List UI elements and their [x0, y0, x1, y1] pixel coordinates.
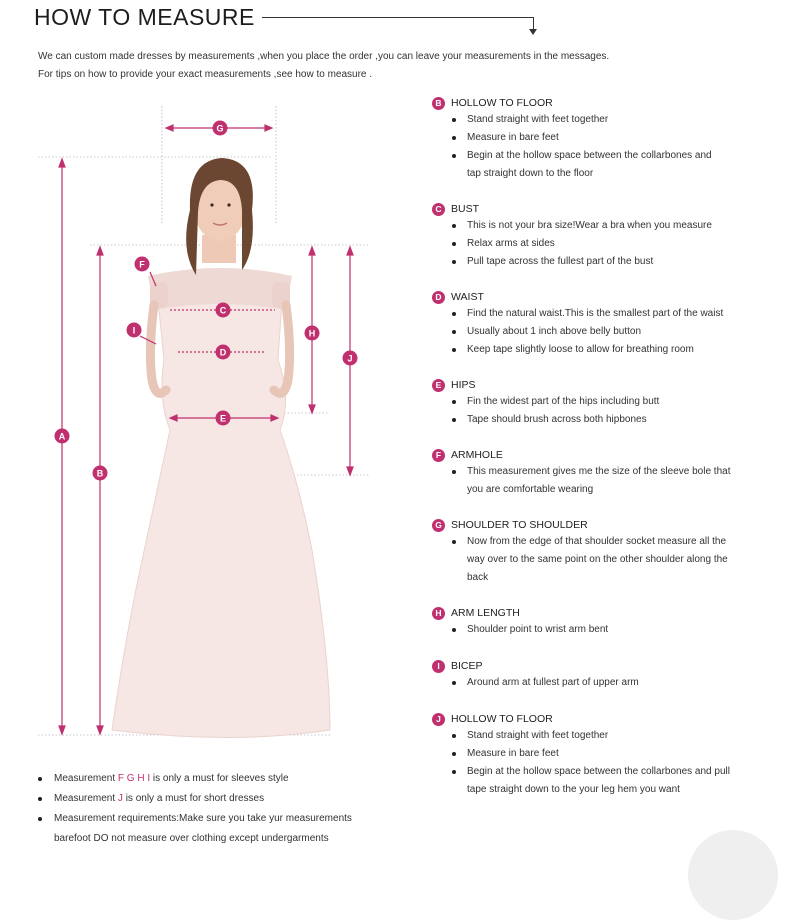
- list-item: Usually about 1 inch above belly button: [432, 323, 772, 341]
- section-title: BUST: [451, 203, 480, 215]
- section-hips: [432, 377, 772, 429]
- badge-h: [305, 326, 320, 341]
- badge-g-label: G: [216, 123, 224, 134]
- badge-d: [216, 345, 231, 360]
- list-item: Shoulder point to wrist arm bent: [432, 621, 772, 639]
- list-item: Pull tape across the fullest part of the bust: [432, 253, 772, 271]
- badge-j: [343, 351, 358, 366]
- note-text: Measurement: [54, 793, 118, 804]
- list-item: Begin at the hollow space between the collarbones and pull: [432, 763, 772, 781]
- badge-e-label: E: [219, 413, 227, 424]
- note-highlight: F G H I: [117, 773, 151, 784]
- note-text: is only a must for sleeves style: [150, 773, 289, 784]
- section-armhole: [432, 447, 772, 499]
- badge-c-label: C: [219, 305, 227, 316]
- section-title: HOLLOW TO FLOOR: [451, 97, 553, 109]
- badge-h-label: H: [308, 328, 316, 339]
- list-item: This is not your bra size!Wear a bra when you measure: [432, 217, 772, 235]
- badge-g: [213, 121, 228, 136]
- note-text: Measurement requirements:Make sure you take yur measurements: [54, 813, 352, 824]
- section-waist: [432, 289, 772, 359]
- list-item: Measure in bare feet: [432, 129, 772, 147]
- decorative-circle: [688, 830, 778, 920]
- list-item: tap straight down to the floor: [467, 168, 594, 179]
- badge-c-icon: C: [432, 203, 445, 216]
- list-item: Keep tape slightly loose to allow for breathing room: [432, 341, 772, 359]
- list-item-continued: tape straight down to the your leg hem you want: [467, 784, 680, 795]
- badge-b: [93, 466, 108, 481]
- badge-g-icon: G: [432, 519, 445, 532]
- measurement-notes: [38, 769, 418, 849]
- arrow-down-icon: [529, 29, 537, 35]
- section-hollow-to-floor-j: [432, 711, 772, 799]
- list-item: Find the natural waist.This is the smallest part of the waist: [432, 305, 772, 323]
- section-title: WAIST: [451, 291, 484, 303]
- badge-b-icon: B: [432, 97, 445, 110]
- note-text: Measurement: [54, 773, 118, 784]
- badge-f: [135, 257, 150, 272]
- badge-e-icon: E: [432, 379, 445, 392]
- list-item-continued: you are comfortable wearing: [467, 484, 594, 495]
- badge-d-icon: D: [432, 291, 445, 304]
- badge-e: [216, 411, 231, 426]
- badge-i: [127, 323, 142, 338]
- badge-h-icon: H: [432, 607, 445, 620]
- badge-c: [216, 303, 231, 318]
- section-hollow-to-floor: [432, 95, 772, 183]
- list-item: Begin at the hollow space between the collarbones and: [432, 147, 772, 165]
- badge-f-icon: F: [432, 449, 445, 462]
- list-item-continued: back: [467, 572, 489, 583]
- note-requirements-continued: [38, 829, 418, 849]
- title-rule: [262, 17, 534, 18]
- badge-j-label: J: [347, 353, 353, 364]
- badge-b-label: B: [96, 468, 104, 479]
- section-arm-length: [432, 605, 772, 639]
- badge-a-label: A: [58, 431, 66, 442]
- note-text: barefoot DO not measure over clothing except undergarments: [54, 833, 329, 844]
- list-item: Measure in bare feet: [432, 745, 772, 763]
- section-title: HOLLOW TO FLOOR: [451, 713, 553, 725]
- list-item-continued: way over to the same point on the other shoulder along the: [467, 554, 728, 565]
- note-short-dresses: [38, 789, 418, 809]
- page-title: HOW TO MEASURE: [34, 4, 255, 30]
- section-bicep: [432, 658, 772, 692]
- list-item: Tape should brush across both hipbones: [432, 411, 772, 429]
- section-title: BICEP: [451, 660, 483, 672]
- note-sleeves: [38, 769, 418, 789]
- badge-a: [55, 429, 70, 444]
- measurement-figure: [30, 100, 420, 750]
- section-title: ARM LENGTH: [451, 607, 520, 619]
- list-item: Now from the edge of that shoulder socket measure all the: [432, 533, 772, 551]
- section-bust: [432, 201, 772, 271]
- section-title: SHOULDER TO SHOULDER: [451, 519, 588, 531]
- list-item: Fin the widest part of the hips including butt: [432, 393, 772, 411]
- note-text: is only a must for short dresses: [122, 793, 265, 804]
- badge-f-label: F: [139, 259, 145, 270]
- intro-line-2: For tips on how to provide your exact measurements ,see how to measure .: [38, 69, 373, 80]
- section-title: ARMHOLE: [451, 449, 503, 461]
- list-item: This measurement gives me the size of the sleeve bole that: [432, 463, 772, 481]
- badge-j-icon: J: [432, 713, 445, 726]
- list-item: Stand straight with feet together: [432, 111, 772, 129]
- note-highlight: J: [117, 793, 123, 804]
- badge-d-label: D: [219, 347, 227, 358]
- section-shoulder-to-shoulder: [432, 517, 772, 587]
- note-requirements: [38, 809, 418, 829]
- list-item: Relax arms at sides: [432, 235, 772, 253]
- section-title: HIPS: [451, 379, 476, 391]
- badge-i-icon: I: [432, 660, 445, 673]
- list-item: Stand straight with feet together: [432, 727, 772, 745]
- intro-line-1: We can custom made dresses by measurements ,when you place the order ,you can leave your measurements in the messages.: [38, 51, 610, 62]
- badge-i-label: I: [132, 325, 136, 336]
- list-item: Around arm at fullest part of upper arm: [432, 674, 772, 692]
